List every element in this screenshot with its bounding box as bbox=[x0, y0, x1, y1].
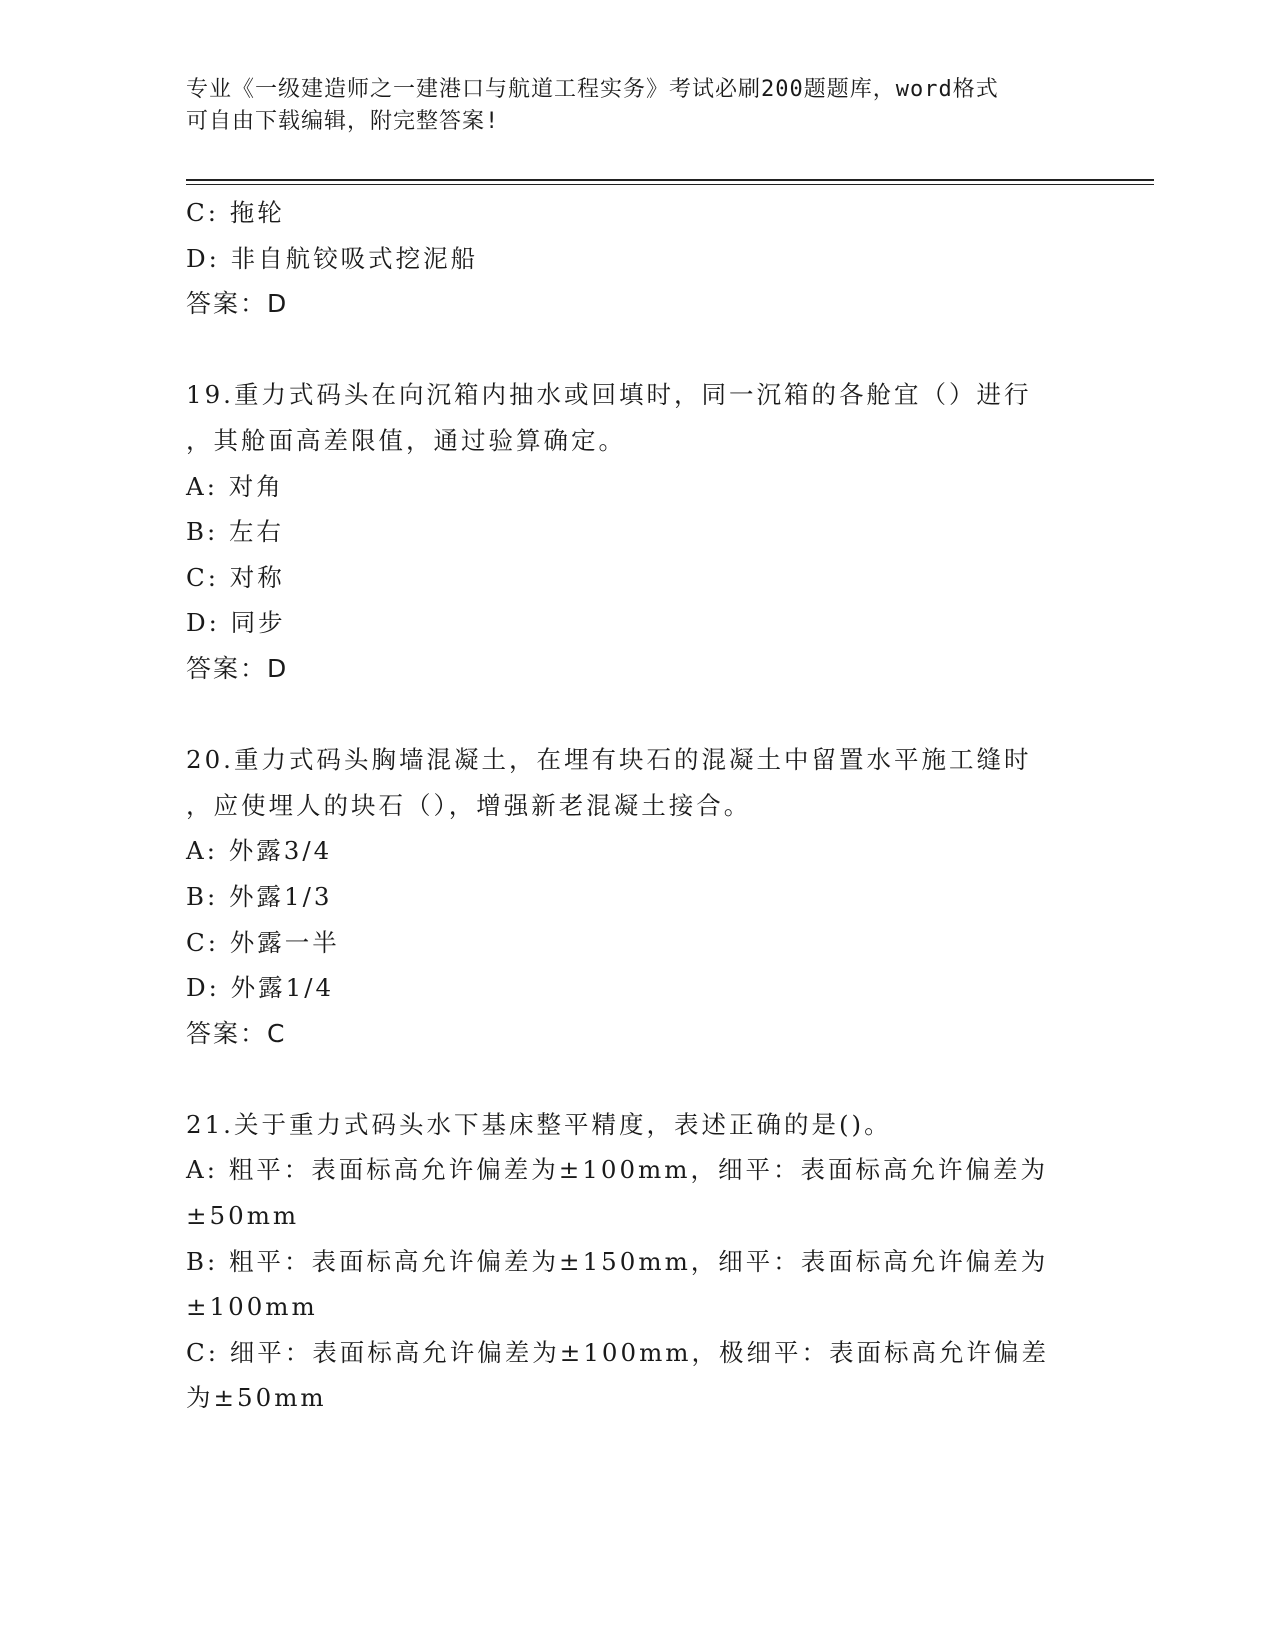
question-stem: 20.重力式码头胸墙混凝土，在埋有块石的混凝土中留置水平施工缝时 bbox=[186, 745, 1032, 775]
option-b: B: 粗平：表面标高允许偏差为±150mm，细平：表面标高允许偏差为 bbox=[186, 1246, 1049, 1276]
answer-line: 答案：D bbox=[186, 289, 289, 319]
question-stem: 21.关于重力式码头水下基床整平精度，表述正确的是()。 bbox=[186, 1109, 892, 1139]
question-19 bbox=[186, 372, 1086, 691]
option-d: D: 外露1/4 bbox=[186, 973, 335, 1003]
header-title-line2: 可自由下载编辑，附完整答案! bbox=[186, 109, 500, 134]
question-stem: 19.重力式码头在向沉箱内抽水或回填时，同一沉箱的各舱宜（）进行 bbox=[186, 380, 1032, 410]
option-a: A: 外露3/4 bbox=[186, 836, 333, 866]
header-divider-thick bbox=[186, 179, 1154, 181]
option-d: D: 同步 bbox=[186, 608, 286, 638]
header-title-line1: 专业《一级建造师之一建港口与航道工程实务》考试必刷200题题库，word格式 bbox=[186, 77, 999, 102]
option-c: C: 细平：表面标高允许偏差为±100mm，极细平：表面标高允许偏差 bbox=[186, 1337, 1050, 1367]
option-c-continued: 为±50mm bbox=[186, 1383, 327, 1413]
answer-line: 答案：C bbox=[186, 1018, 287, 1048]
question-list bbox=[186, 190, 1086, 1421]
question-18-continued bbox=[186, 190, 1086, 327]
option-c: C: 拖轮 bbox=[186, 198, 285, 227]
spacer bbox=[186, 327, 1086, 373]
option-b: B: 左右 bbox=[186, 517, 285, 547]
question-21 bbox=[186, 1102, 1086, 1421]
question-stem-continued: ，其舱面高差限值，通过验算确定。 bbox=[186, 425, 626, 455]
option-a-continued: ±50mm bbox=[186, 1201, 300, 1231]
spacer bbox=[186, 692, 1086, 738]
option-c: C: 对称 bbox=[186, 562, 285, 592]
option-a: A: 对角 bbox=[186, 471, 284, 501]
option-b-continued: ±100mm bbox=[186, 1292, 318, 1322]
option-a: A: 粗平：表面标高允许偏差为±100mm，细平：表面标高允许偏差为 bbox=[186, 1155, 1048, 1185]
spacer bbox=[186, 1056, 1086, 1102]
header-divider-thin bbox=[186, 184, 1154, 185]
option-d: D: 非自航铰吸式挖泥船 bbox=[186, 243, 479, 273]
option-c: C: 外露一半 bbox=[186, 927, 340, 957]
question-stem-continued: ，应使埋人的块石（），增强新老混凝土接合。 bbox=[186, 790, 752, 820]
document-header bbox=[186, 74, 1086, 138]
option-b: B: 外露1/3 bbox=[186, 881, 333, 911]
question-20 bbox=[186, 737, 1086, 1056]
answer-line: 答案：D bbox=[186, 653, 289, 683]
